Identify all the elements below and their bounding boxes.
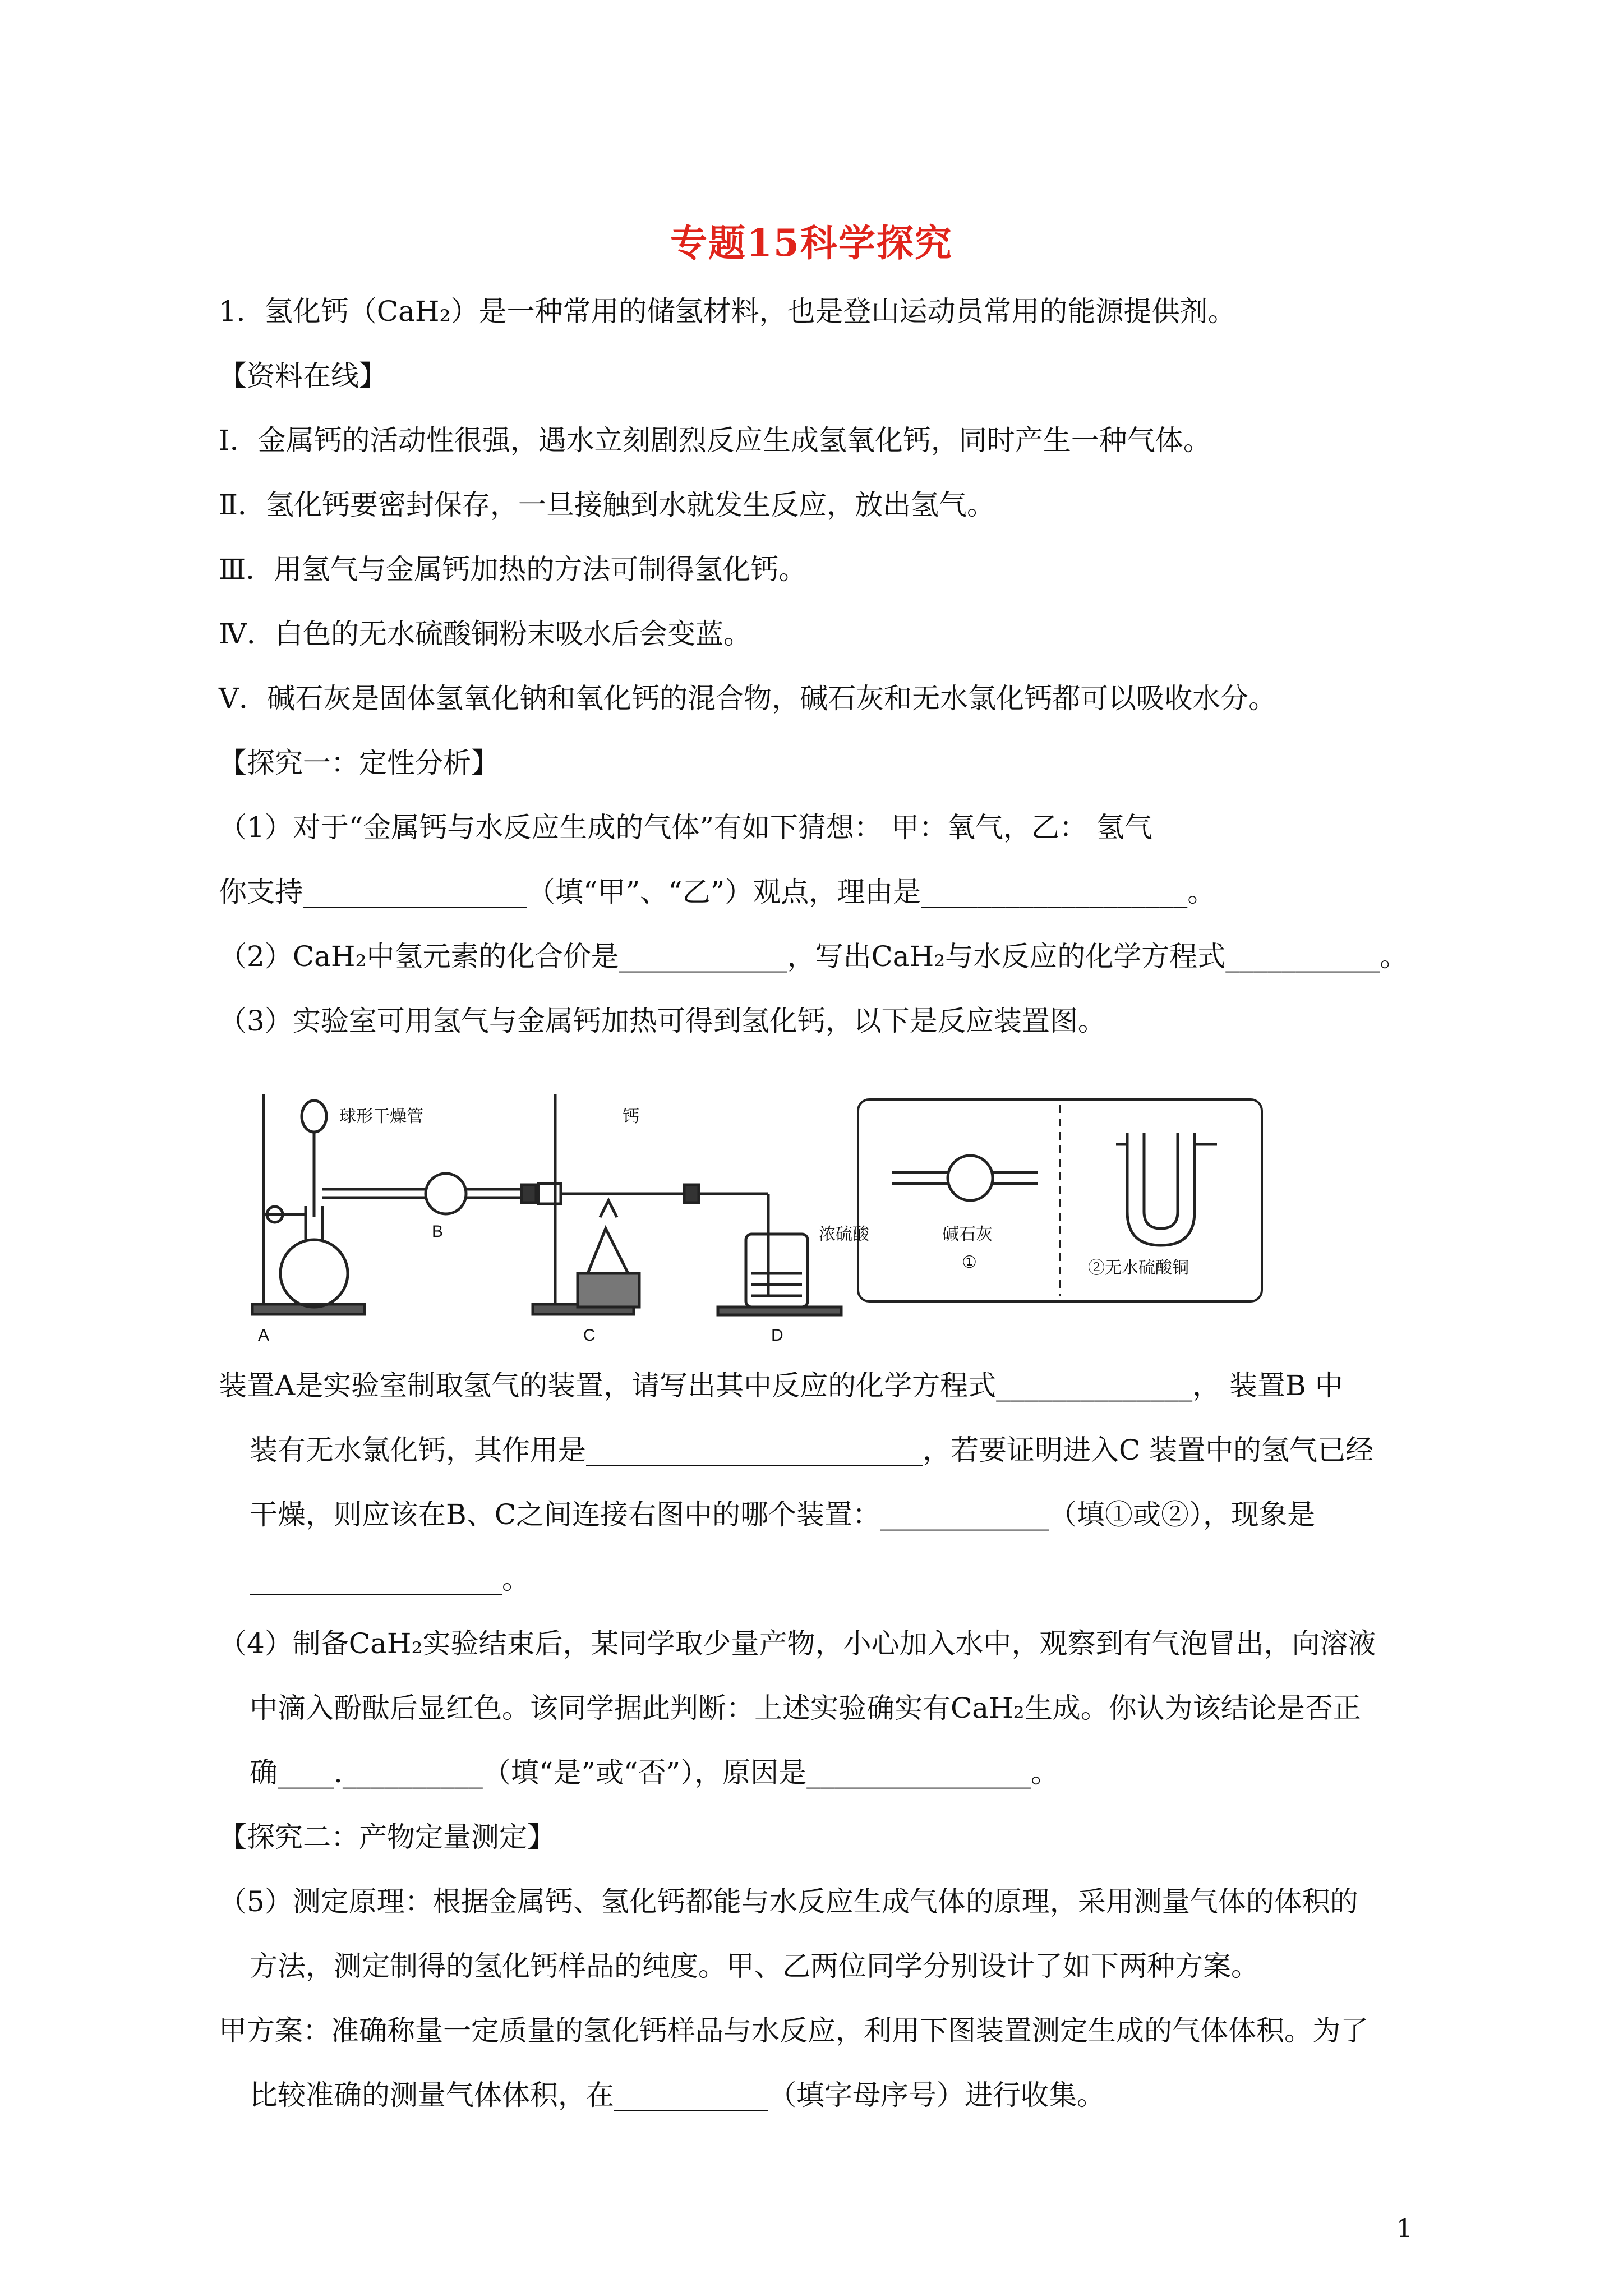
text-line: 【探究二：产物定量测定】 xyxy=(219,1821,555,1853)
label-d: D xyxy=(771,1326,783,1345)
label-circle-one: ① xyxy=(962,1253,977,1272)
text-line: 【探究一：定性分析】 xyxy=(219,747,499,779)
text-line: 中滴入酚酞后显红色。该同学据此判断：上述实验确实有CaH₂生成。你认为该结论是否正 xyxy=(250,1692,1361,1724)
text-line: （1）对于“金属钙与水反应生成的气体”有如下猜想： 甲：氧气，乙： 氢气 xyxy=(219,811,1152,844)
label-a: A xyxy=(258,1326,270,1345)
apparatus-figure xyxy=(241,1088,1267,1346)
label-c: C xyxy=(583,1326,596,1345)
text-line: 装有无水氯化钙，其作用是________________________，若要证明进入C 装置中的氢气已经 xyxy=(250,1434,1374,1466)
page-number: 1 xyxy=(1396,2213,1413,2243)
text-line: Ⅰ．金属钙的活动性很强，遇水立刻剧烈反应生成氢氧化钙，同时产生一种气体。 xyxy=(219,424,1211,457)
label-b: B xyxy=(432,1222,444,1241)
text-line: 你支持________________（填“甲”、“乙”）观点，理由是___________________。 xyxy=(219,876,1216,908)
text-line: Ⅳ．白色的无水硫酸铜粉末吸水后会变蓝。 xyxy=(219,618,751,650)
text-line: （2）CaH₂中氢元素的化合价是____________，写出CaH₂与水反应的化学方程式___________。 xyxy=(219,940,1408,973)
label-cuso4: ②无水硫酸铜 xyxy=(1088,1259,1189,1277)
text-line: Ⅴ．碱石灰是固体氢氧化钠和氧化钙的混合物，碱石灰和无水氯化钙都可以吸收水分。 xyxy=(219,682,1277,715)
text-line: 【资料在线】 xyxy=(219,360,387,392)
text-line: （5）测定原理：根据金属钙、氢化钙都能与水反应生成气体的原理，采用测量气体的体积的 xyxy=(219,1885,1358,1918)
text-line: （4）制备CaH₂实验结束后，某同学取少量产物，小心加入水中，观察到有气泡冒出，向溶液 xyxy=(219,1627,1376,1660)
label-acid: 浓硫酸 xyxy=(819,1225,869,1244)
text-line: 确____.__________（填“是”或“否”），原因是________________。 xyxy=(250,1756,1059,1789)
text-line: 装置A是实验室制取氢气的装置，请写出其中反应的化学方程式______________， 装置B 中 xyxy=(219,1369,1343,1402)
label-ca: 钙 xyxy=(623,1107,639,1126)
text-line: 1．氢化钙（CaH₂）是一种常用的储氢材料，也是登山运动员常用的能源提供剂。 xyxy=(219,295,1236,328)
label-dry-tube: 球形干燥管 xyxy=(339,1107,423,1126)
text-line: Ⅱ．氢化钙要密封保存，一旦接触到水就发生反应，放出氢气。 xyxy=(219,489,995,521)
text-line: 甲方案：准确称量一定质量的氢化钙样品与水反应，利用下图装置测定生成的气体体积。为了 xyxy=(219,2014,1368,2047)
text-line: __________________。 xyxy=(250,1563,530,1595)
text-line: 干燥，则应该在B、C之间连接右图中的哪个装置：____________（填①或②），现象是 xyxy=(250,1498,1315,1531)
label-soda-lime: 碱石灰 xyxy=(942,1225,993,1244)
text-line: Ⅲ．用氢气与金属钙加热的方法可制得氢化钙。 xyxy=(219,553,807,586)
page-title: 专题15科学探究 xyxy=(670,221,953,265)
text-line: 比较准确的测量气体体积，在___________（填字母序号）进行收集。 xyxy=(250,2079,1105,2111)
text-line: 方法，测定制得的氢化钙样品的纯度。甲、乙两位同学分别设计了如下两种方案。 xyxy=(250,1950,1259,1982)
text-line: （3）实验室可用氢气与金属钙加热可得到氢化钙，以下是反应装置图。 xyxy=(219,1005,1106,1037)
